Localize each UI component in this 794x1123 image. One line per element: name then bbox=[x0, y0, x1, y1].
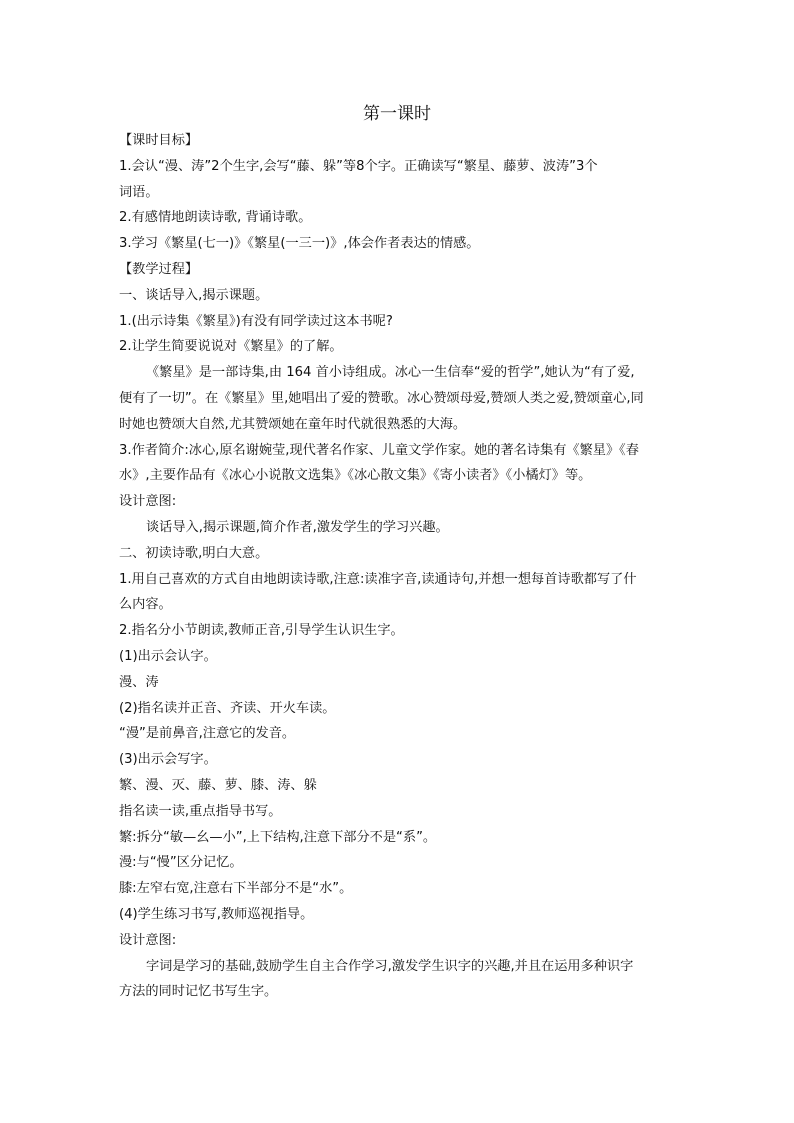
text-line: 么内容。 bbox=[119, 597, 172, 613]
text-line: 便有了一切”。在《繁星》里,她唱出了爱的赞歌。冰心赞颂母爱,赞颂人类之爱,赞颂童心,同 bbox=[119, 390, 644, 406]
text-line: 2.让学生简要说说对《繁星》的了解。 bbox=[119, 339, 343, 355]
text-line: 1.用自己喜欢的方式自由地朗读诗歌,注意:读准字音,读通诗句,并想一想每首诗歌都写了什 bbox=[119, 571, 637, 587]
text-line: 【课时目标】 bbox=[119, 133, 199, 148]
text-line: 繁、漫、灭、藤、萝、膝、涛、躲 bbox=[119, 777, 317, 793]
text-line: (4)学生练习书写,教师巡视指导。 bbox=[119, 906, 314, 922]
text-line: 字词是学习的基础,鼓励学生自主合作学习,激发学生识字的兴趣,并且在运用多种识字 bbox=[146, 958, 634, 974]
text-line: 词语。 bbox=[119, 184, 159, 200]
text-line: 3.学习《繁星(七一)》《繁星(一三一)》,体会作者表达的情感。 bbox=[119, 236, 480, 252]
text-line: 1.(出示诗集《繁星》)有没有同学读过这本书呢? bbox=[119, 313, 393, 329]
text-line: 繁:拆分“敏—幺—小”,上下结构,注意下部分不是“系”。 bbox=[119, 829, 437, 845]
text-line: 方法的同时记忆书写生字。 bbox=[119, 984, 278, 1000]
text-line: 《繁星》是一部诗集,由 164 首小诗组成。冰心一生信奉“爱的哲学”,她认为“有了爱, bbox=[146, 365, 635, 381]
text-line: 设计意图: bbox=[119, 494, 177, 510]
text-line: 谈话导入,揭示课题,简介作者,激发学生的学习兴趣。 bbox=[146, 519, 449, 535]
text-line: 时她也赞颂大自然,尤其赞颂她在童年时代就很熟悉的大海。 bbox=[119, 416, 467, 432]
text-line: 膝:左窄右宽,注意右下半部分不是“水”。 bbox=[119, 881, 353, 897]
text-line: 【教学过程】 bbox=[119, 261, 199, 277]
text-line: 漫、涛 bbox=[119, 674, 159, 690]
text-line: (1)出示会认字。 bbox=[119, 648, 217, 664]
page-title: 第一课时 bbox=[363, 104, 431, 124]
text-line: (3)出示会写字。 bbox=[119, 752, 217, 768]
text-line: 1.会认“漫、涛”2个生字,会写“藤、躲”等8个字。正确读写“繁星、藤萝、波涛”3个 bbox=[119, 158, 598, 174]
text-line: 指名读一读,重点指导书写。 bbox=[119, 803, 282, 819]
text-line: “漫”是前鼻音,注意它的发音。 bbox=[119, 726, 296, 742]
text-line: 3.作者简介:冰心,原名谢婉莹,现代著名作家、儿童文学作家。她的著名诗集有《繁星》《春 bbox=[119, 442, 639, 458]
text-line: 漫:与“慢”区分记忆。 bbox=[119, 855, 243, 871]
text-line: 水》,主要作品有《冰心小说散文选集》《冰心散文集》《寄小读者》《小橘灯》等。 bbox=[119, 468, 592, 484]
text-line: 设计意图: bbox=[119, 932, 177, 948]
document-body bbox=[119, 128, 685, 1005]
text-line: 2.有感情地朗读诗歌, 背诵诗歌。 bbox=[119, 210, 312, 226]
text-line: 2.指名分小节朗读,教师正音,引导学生认识生字。 bbox=[119, 623, 404, 639]
text-line: (2)指名读并正音、齐读、开火车读。 bbox=[119, 700, 336, 716]
text-line: 一、谈话导入,揭示课题。 bbox=[119, 287, 269, 303]
text-line: 二、初读诗歌,明白大意。 bbox=[119, 545, 269, 561]
